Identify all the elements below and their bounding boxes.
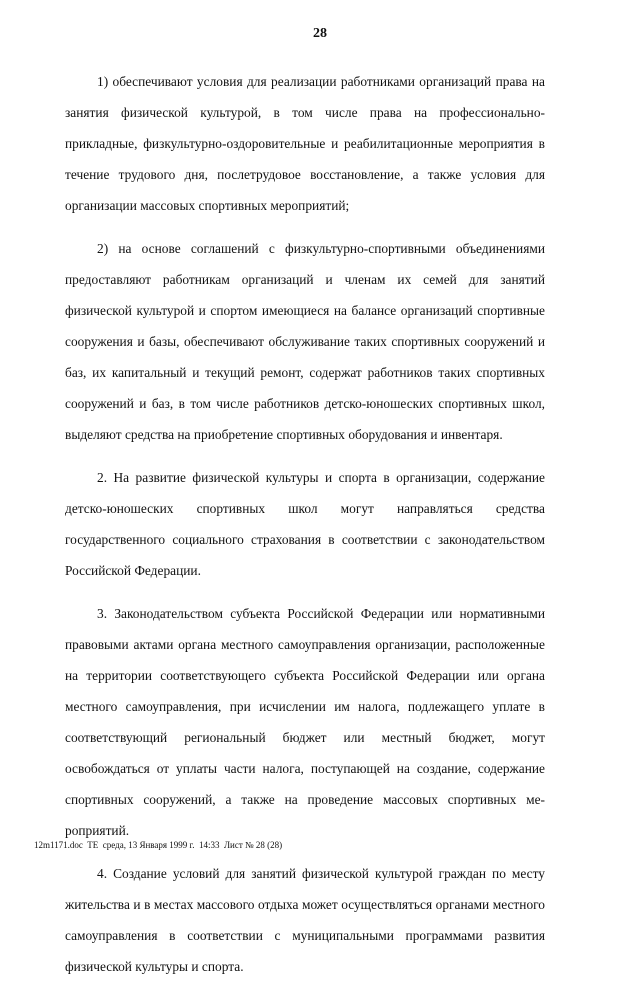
page-number: 28 — [313, 26, 327, 41]
paragraph-item-1: 1) обеспечивают условия для реализации работниками организаций права на занятия физической культурой, в том числе права на профессионально-прикладные, физкультурно-оздоровительные и реабилитационные мероприятия в течение трудового дня, послетрудовое восстановление, а также условия для организации массовых спортивных мероприятий; — [65, 74, 545, 213]
paragraph-item-2: 2) на основе соглашений с физкультурно-спортивными объединениями предоставляют работникам организаций и членам их семей для занятий физической культурой и спортом имеющиеся на балансе организаций спортивные сооружения и базы, обеспечивают обслуживание таких спортивных сооружений и баз, их капитальный и текущий ремонт, содержат работников таких спортивных сооружений и баз, в том числе работников детско-юношеских спортивных школ, выделяют средства на приобретение спортивных оборудования и инвентаря. — [65, 241, 545, 442]
paragraph-clause-4: 4. Создание условий для занятий физической культурой граждан по месту жительства и в местах массового отдыха может осуществляться органами местного самоуправления в соответствии с муниципальными программами развития физической культуры и спорта. — [65, 866, 545, 974]
document-footer: 12m1171.doc TE среда, 13 Января 1999 г. 14:33 Лист № 28 (28) — [34, 840, 283, 850]
paragraph-clause-2: 2. На развитие физической культуры и спорта в организации, содержание детско-юношеских спортивных школ могут направляться средства государственного социального страхования в соответствии с законодательством Российской Федерации. — [65, 470, 545, 578]
document-body — [65, 66, 545, 994]
paragraph-clause-3: 3. Законодательством субъекта Российской Федерации или нормативными правовыми актами органа местного самоуправления организации, расположенные на территории соответствующего субъекта Российской Федерации или органа местного самоуправления, при исчислении им налога, подлежащего уплате в соответствующий региональный бюджет или местный бюджет, могут освобождаться от уплаты части налога, поступающей на создание, содержание спортивных сооружений, а также на проведение массовых спортивных мероприятий. — [65, 606, 545, 838]
